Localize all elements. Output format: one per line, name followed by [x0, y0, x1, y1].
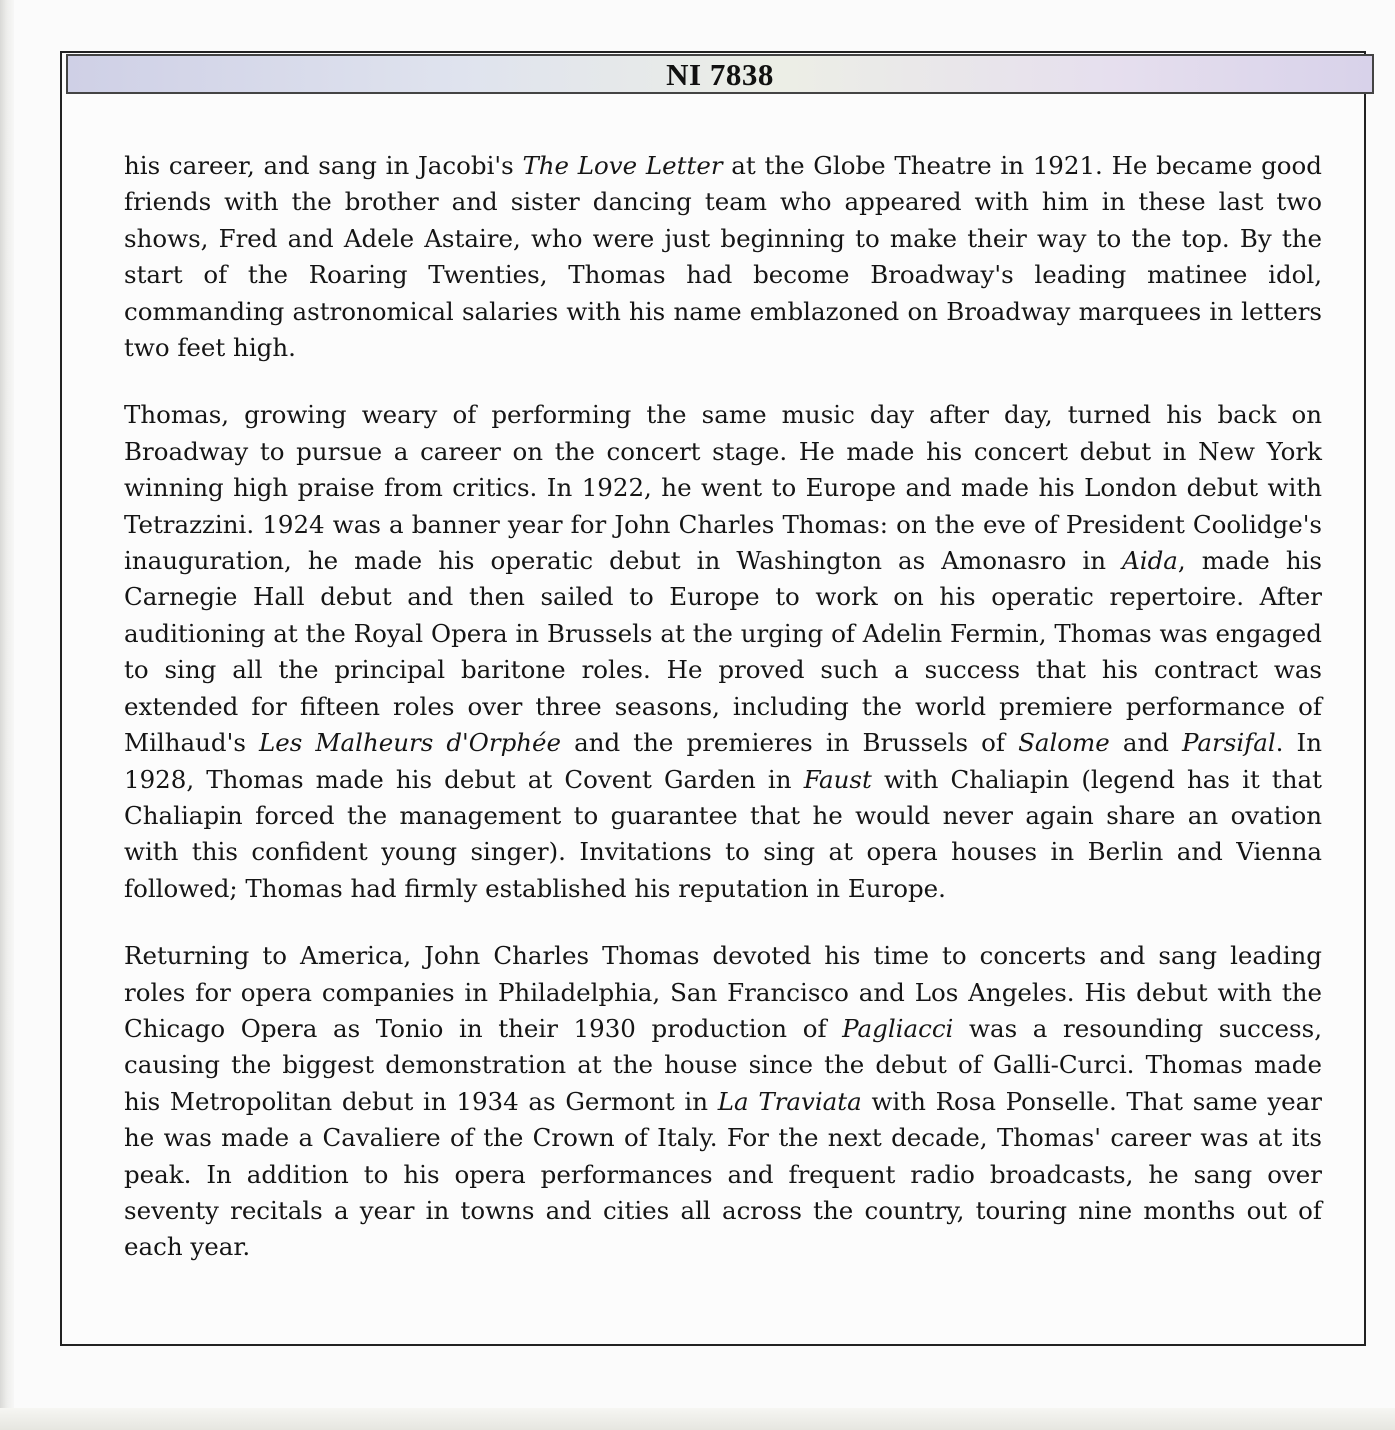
body-text [124, 148, 1322, 1266]
paragraph-3 [124, 938, 1322, 1266]
header-band [66, 54, 1374, 94]
title-parsifal: Parsifal [1182, 728, 1276, 758]
text-segment: was a resounding success, causing the biggest demonstration at the house since the debut of Galli-Curci. Thomas made his Metropolitan debut in 1934 as Germont in [124, 1013, 1322, 1116]
title-aida: Aida [1122, 546, 1178, 576]
page-left-edge [0, 0, 14, 1430]
text-segment: with Chaliapin (legend has it that Chaliapin forced the management to guarantee that he would never again share an ovation with this confident young singer). Invitations to sing at opera houses in Berlin and Vienna followed; Thomas had firmly established his reputation in Europe. [124, 764, 1323, 903]
title-la-traviata: La Traviata [717, 1086, 862, 1116]
text-segment: . In 1928, Thomas made his debut at Covent Garden in [124, 728, 1323, 794]
text-segment: with Rosa Ponselle. That same year he was made a Cavaliere of the Crown of Italy. For the next decade, Thomas' career was at its peak. In addition to his opera performances and frequent radio broadcasts, he sang over seventy recitals a year in towns and cities all across the country, touring nine months out of each year. [124, 1086, 1322, 1262]
page-bottom-edge [0, 1408, 1395, 1430]
title-faust: Faust [803, 764, 872, 794]
title-salome: Salome [1018, 728, 1110, 758]
paragraph-1 [124, 148, 1322, 366]
text-segment: and the premieres in Brussels of [561, 728, 1019, 758]
text-segment: at the Globe Theatre in 1921. He became good friends with the brother and sister dancing team who appeared with him in these last two shows, Fred and Adele Astaire, who were just beginning to make their way to the top. By the start of the Roaring Twenties, Thomas had become Broadway's leading matinee idol, commanding astronomical salaries with his name emblazoned on Broadway marquees in letters two feet high. [124, 151, 1322, 363]
text-segment: Returning to America, John Charles Thomas devoted his time to concerts and sang leading roles for opera companies in Philadelphia, San Francisco and Los Angeles. His debut with the Chicago Opera as Tonio in their 1930 production of [124, 941, 1322, 1043]
text-segment: , made his Carnegie Hall debut and then sailed to Europe to work on his operatic repertoire. After auditioning at the Royal Opera in Brussels at the urging of Adelin Fermin, Thomas was engaged to sing all the principal baritone roles. He proved such a success that his contract was extended for fifteen roles over three seasons, including the world premiere performance of Milhaud's [124, 546, 1323, 758]
text-segment: his career, and sang in Jacobi's [124, 151, 523, 180]
catalog-number: NI 7838 [666, 57, 774, 92]
text-segment: and [1109, 728, 1183, 758]
paragraph-2 [124, 397, 1322, 907]
text-segment: Thomas, growing weary of performing the same music day after day, turned his back on Broadway to pursue a career on the concert stage. He made his concert debut in New York winning high praise from critics. In 1922, he went to Europe and made his London debut with Tetrazzini. 1924 was a banner year for John Charles Thomas: on the eve of President Coolidge's inauguration, he made his operatic debut in Washington as Amonasro in [124, 400, 1322, 576]
title-les-malheurs: Les Malheurs d'Orphée [259, 728, 562, 758]
title-love-letter: The Love Letter [522, 151, 723, 180]
title-pagliacci: Pagliacci [842, 1013, 954, 1043]
